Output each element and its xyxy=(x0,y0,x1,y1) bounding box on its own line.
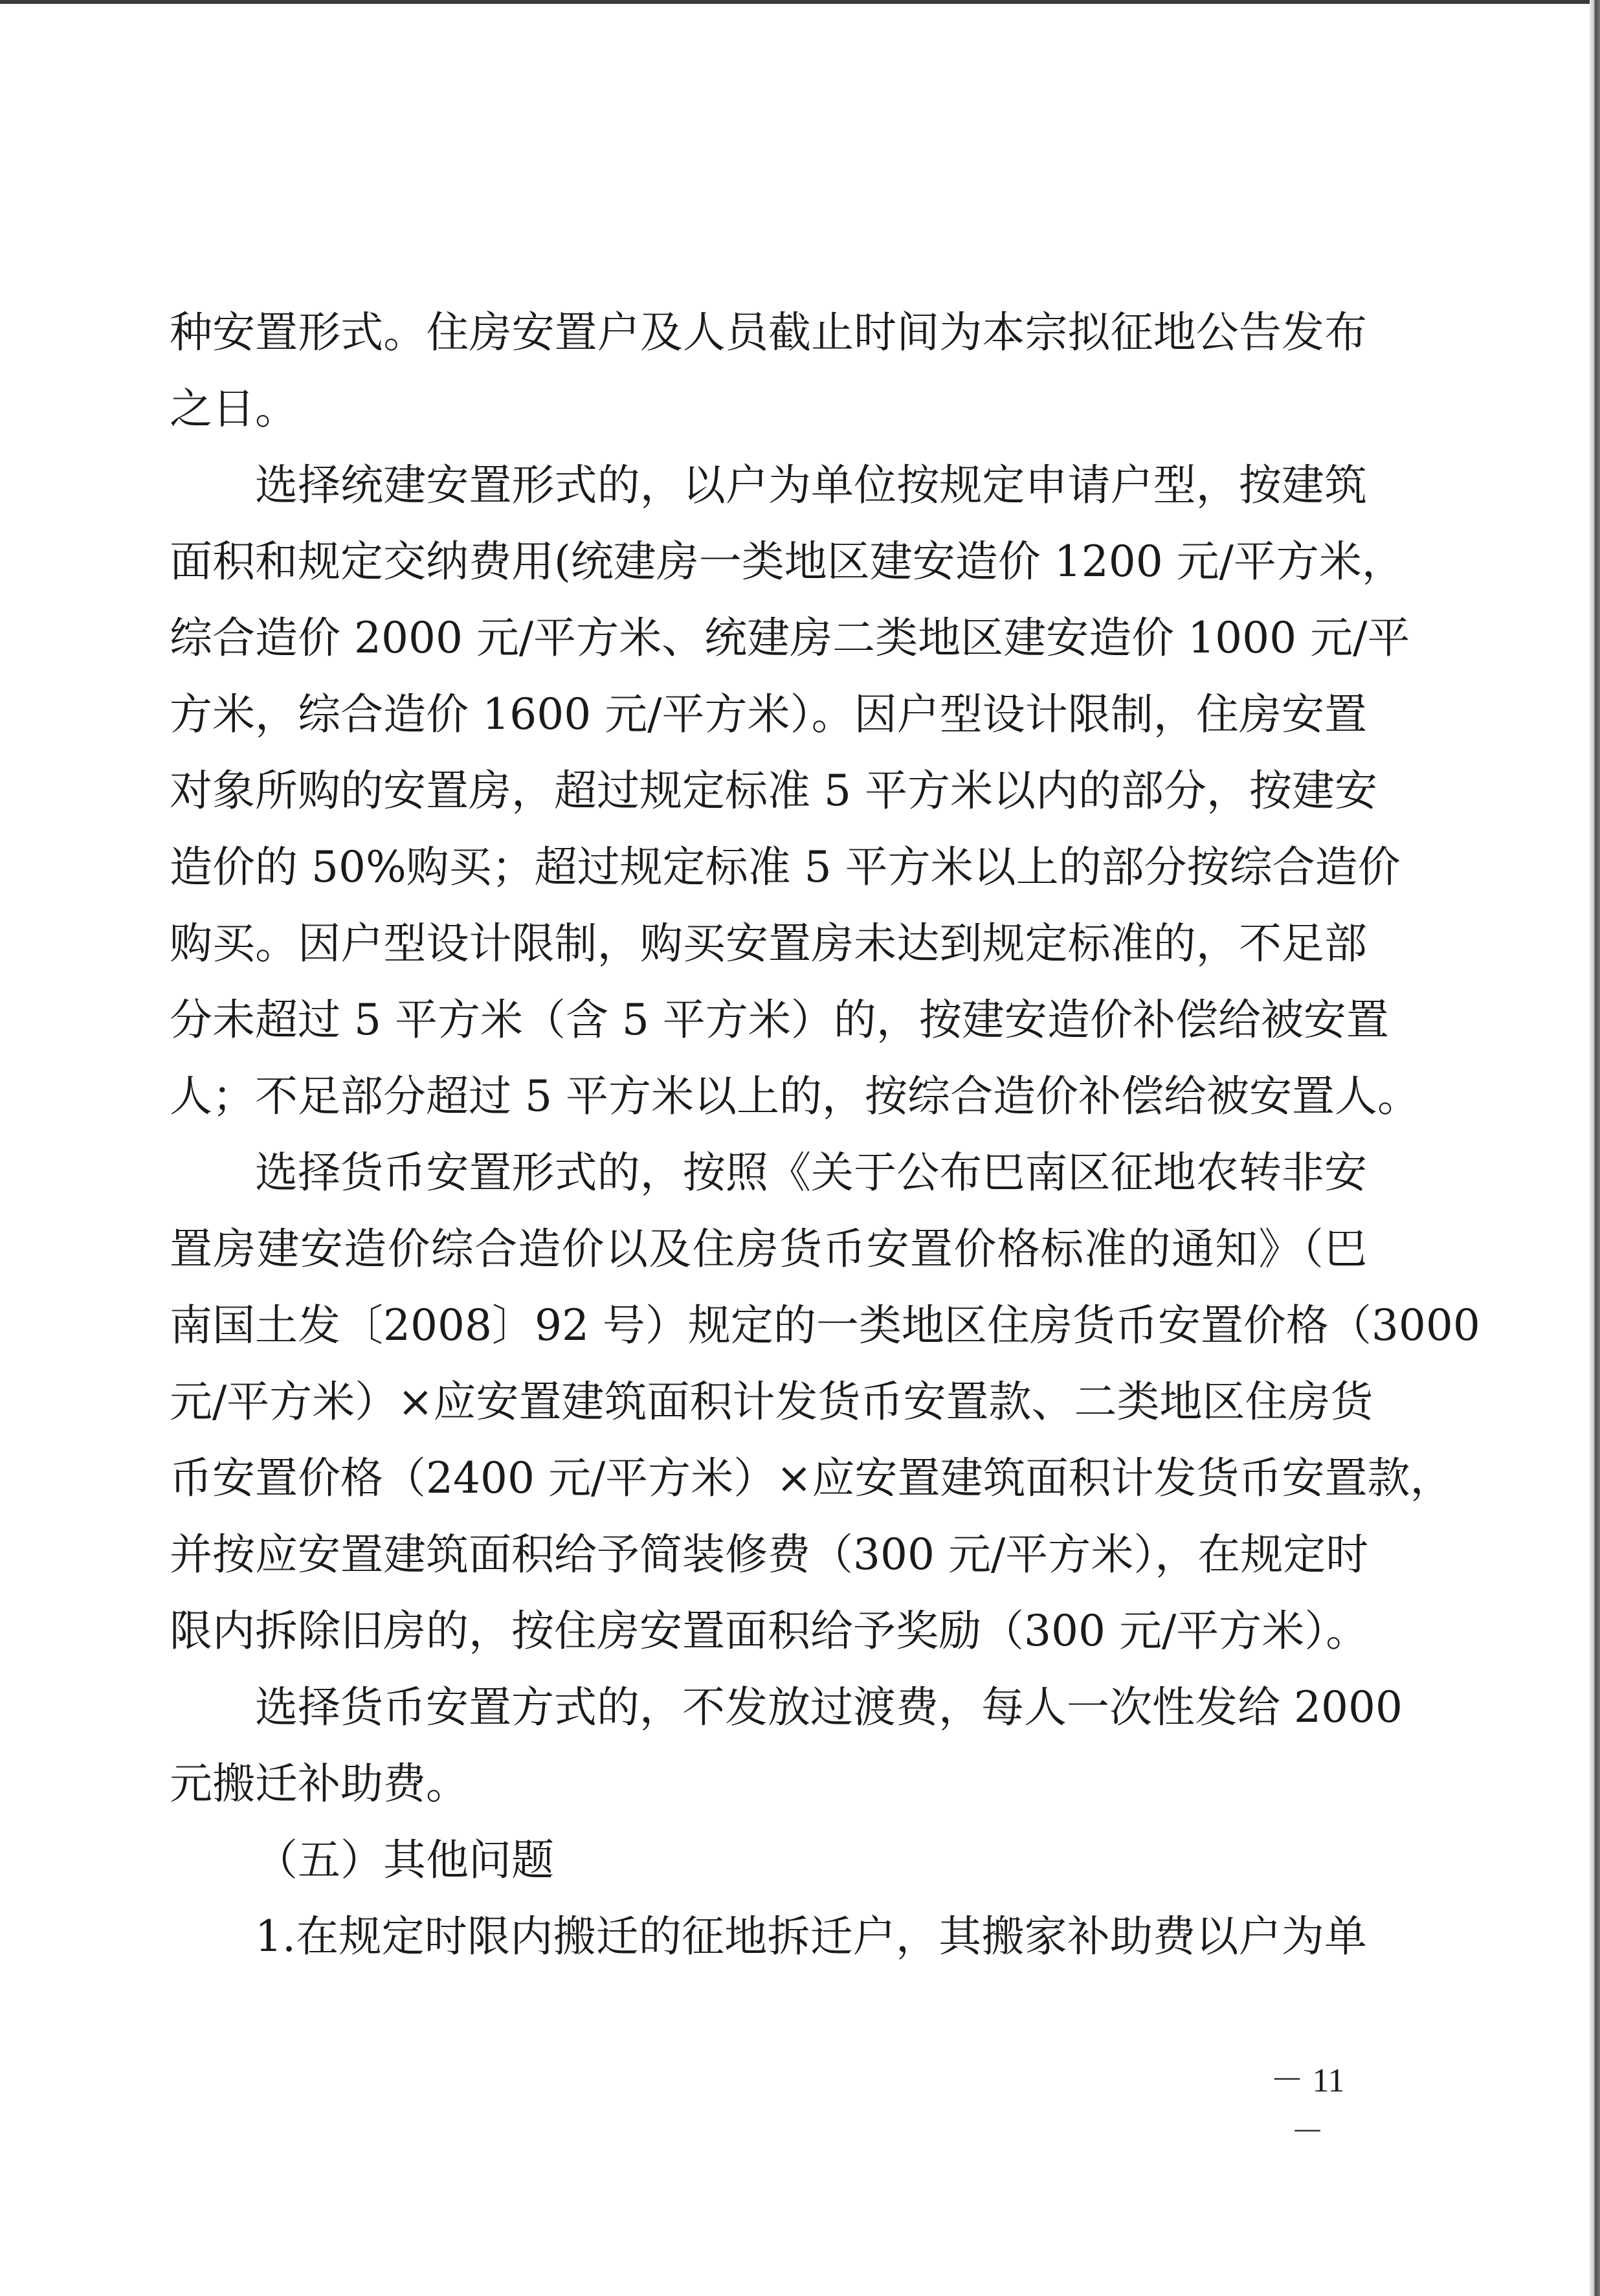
text-line: 并按应安置建筑面积给予简装修费（300 元/平方米），在规定时 xyxy=(170,1530,1369,1579)
text-line: 1.在规定时限内搬迁的征地拆迁户，其搬家补助费以户为单 xyxy=(255,1911,1367,1961)
section-heading: （五）其他问题 xyxy=(255,1835,554,1885)
text-line: 方米，综合造价 1600 元/平方米）。因户型设计限制，住房安置 xyxy=(170,689,1367,739)
text-line: 人；不足部分超过 5 平方米以上的，按综合造价补偿给被安置人。 xyxy=(170,1071,1420,1121)
text-line: 面积和规定交纳费用(统建房一类地区建安造价 1200 元/平方米， xyxy=(170,537,1405,586)
text-line: 综合造价 2000 元/平方米、统建房二类地区建安造价 1000 元/平 xyxy=(170,613,1410,663)
text-line: 之日。 xyxy=(170,384,298,434)
page-number: － 11 － xyxy=(1270,2062,1345,2151)
text-line: 币安置价格（2400 元/平方米）×应安置建筑面积计发货币安置款， xyxy=(170,1453,1453,1503)
text-line: 购买。因户型设计限制，购买安置房未达到规定标准的，不足部 xyxy=(170,919,1367,968)
text-line: 分未超过 5 平方米（含 5 平方米）的，按建安造价补偿给被安置 xyxy=(170,995,1389,1045)
text-line: 选择统建安置形式的，以户为单位按规定申请户型，按建筑 xyxy=(255,460,1367,510)
text-line: 选择货币安置形式的，按照《关于公布巴南区征地农转非安 xyxy=(255,1148,1367,1198)
text-line: 元/平方米）×应安置建筑面积计发货币安置款、二类地区住房货 xyxy=(170,1377,1373,1427)
text-line: 元搬迁补助费。 xyxy=(170,1759,469,1809)
text-line: 造价的 50%购买；超过规定标准 5 平方米以上的部分按综合造价 xyxy=(170,842,1401,892)
scan-edge-right xyxy=(1590,0,1600,2296)
text-line: 种安置形式。住房安置户及人员截止时间为本宗拟征地公告发布 xyxy=(170,307,1367,357)
text-line: 选择货币安置方式的，不发放过渡费，每人一次性发给 2000 xyxy=(255,1682,1403,1732)
text-line: 对象所购的安置房，超过规定标准 5 平方米以内的部分，按建安 xyxy=(170,766,1377,816)
text-line: 限内拆除旧房的，按住房安置面积给予奖励（300 元/平方米）。 xyxy=(170,1606,1369,1656)
scan-edge-top xyxy=(0,0,1600,4)
document-body xyxy=(170,295,1480,1975)
text-line: 南国土发〔2008〕92 号）规定的一类地区住房货币安置价格（3000 xyxy=(170,1300,1480,1350)
text-line: 置房建安造价综合造价以及住房货币安置价格标准的通知》（巴 xyxy=(170,1224,1367,1274)
